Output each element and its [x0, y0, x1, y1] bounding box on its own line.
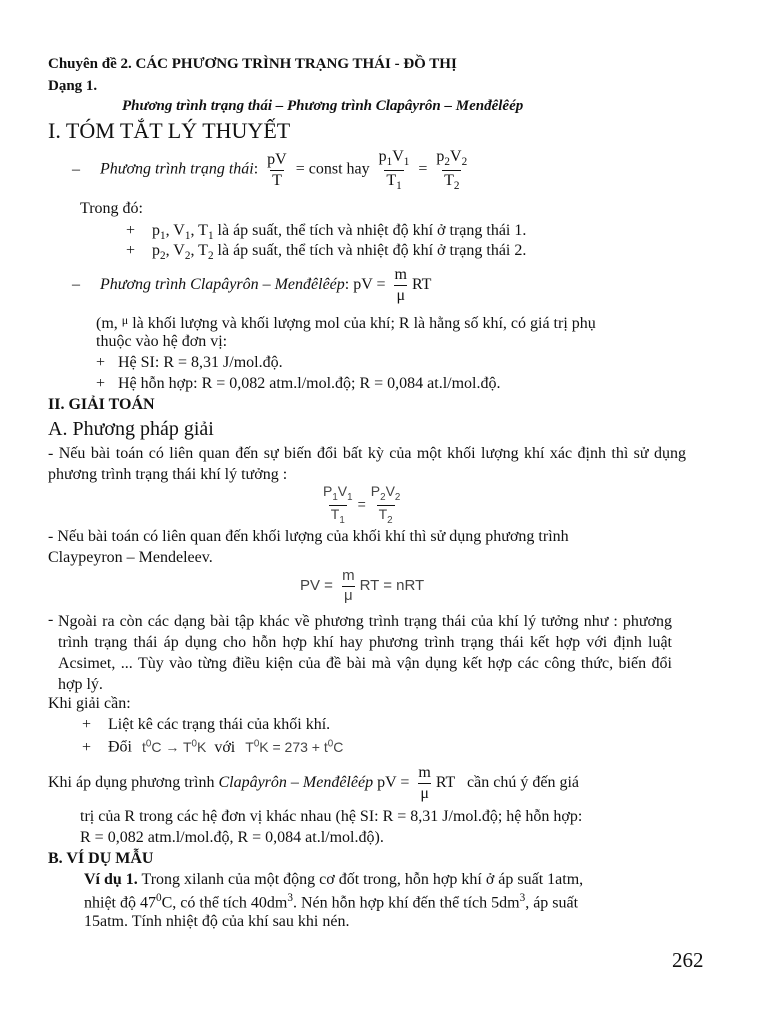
step-convert-temp: + Đổi $t^0C \to T^0K$ với $T^0K = 273 + t^0C$ [82, 738, 344, 756]
page-number: 262 [672, 948, 704, 972]
apply-clapeyron-line2: trị của R trong các hệ đơn vị khác nhau (hệ SI: R = 8,31 J/mol.độ; hệ hỗn hợp: [80, 808, 583, 825]
state2-description: + $p_2$, $V_2$, $T_2$ là áp suất, thể tích và nhiệt độ khí ở trạng thái 2. [126, 242, 527, 263]
paragraph-ideal-gas: - Nếu bài toán có liên quan đến sự biến đổi bất kỳ của một khối lượng khí xác định thì sử dụng phương trình trạng thái khí lý tưởng : [48, 445, 686, 483]
formula-clapeyron: PV = $\frac{m}{\mu}$ RT = nRT [300, 567, 425, 604]
example-1-line2: nhiệt độ $47^0C$, có thể tích $40dm^3$. Nén hỗn hợp khí đến thể tích $5dm^3$, áp suất [84, 892, 579, 912]
trong-do-label: Trong đó: [80, 200, 143, 217]
si-unit-line: + Hệ SI: R = 8,31 J/mol.độ. [96, 354, 283, 371]
fraction-pv-t: $\frac{pV}{T}$ [267, 150, 287, 189]
fraction-p1v1-t1: $\frac{p_1V_1}{T_1}$ [378, 148, 410, 192]
apply-clapeyron-line: Khi áp dụng phương trình Clapâyrôn – Menđêlêép pV = $\frac{m}{\mu}$ RT cần chú ý đến giá [48, 764, 579, 802]
state1-description: + $p_1$, $V_1$, $T_1$ là áp suất, thể tích và nhiệt độ khí ở trạng thái 1. [126, 222, 527, 243]
fraction-m-mu: $\frac{m}{\mu}$ [394, 266, 407, 304]
clapeyron-note-line2: thuộc vào hệ đơn vị: [96, 333, 228, 350]
method-heading: A. Phương pháp giải [48, 418, 214, 440]
example-1-line3: 15atm. Tính nhiệt độ của khí sau khi nén. [84, 913, 350, 930]
state-equation-line: – Phương trình trạng thái: $\frac{pV}{T}$ = const hay $\frac{p_1V_1}{T_1}$ = $\frac{p_2V_2}{T_2}$ [72, 148, 468, 192]
formula-ideal-gas: $\frac{P_1V_1}{T_1}$ = $\frac{P_2V_2}{T_2}$ [323, 483, 401, 526]
dash-bullet: - [48, 611, 54, 628]
apply-clapeyron-line3: R = 0,082 atm.l/mol.độ, R = 0,084 at.l/mol.độ). [80, 829, 384, 846]
topic-title: Chuyên đề 2. CÁC PHƯƠNG TRÌNH TRẠNG THÁI - ĐỒ THỊ [48, 56, 457, 72]
step-list-states: + Liệt kê các trạng thái của khối khí. [82, 716, 331, 733]
subtitle: Phương trình trạng thái – Phương trình Clapâyrôn – Menđêlêép [122, 98, 524, 114]
fraction-p2v2-t2: $\frac{p_2V_2}{T_2}$ [436, 148, 468, 192]
examples-heading: B. VÍ DỤ MẪU [48, 850, 154, 867]
example-1-line1: Ví dụ 1. Trong xilanh của một động cơ đốt trong, hỗn hợp khí ở áp suất 1atm, [84, 871, 584, 888]
clapeyron-label: Phương trình Clapâyrôn – Menđêlêép [100, 275, 345, 293]
section-heading-theory: I. TÓM TẮT LÝ THUYẾT [48, 118, 291, 143]
paragraph-clapeyron-a: - Nếu bài toán có liên quan đến khối lượng của khối khí thì sử dụng phương trình [48, 528, 569, 545]
when-solving-label: Khi giải cần: [48, 695, 131, 712]
clapeyron-note-line1: (m, $^\mu$ là khối lượng và khối lượng mol của khí; R là hằng số khí, có giá trị phụ [96, 313, 596, 332]
state-equation-label: Phương trình trạng thái [100, 160, 254, 178]
clapeyron-equation-line: – Phương trình Clapâyrôn – Menđêlêép: pV = $\frac{m}{\mu}$ RT [72, 266, 432, 304]
paragraph-clapeyron-b: Claypeyron – Mendeleev. [48, 549, 213, 566]
paragraph-other-forms: Ngoài ra còn các dạng bài tập khác về phương trình trạng thái của khí lý tưởng như : phương trình trạng thái áp dụng cho hỗn hợp khí hay phương trình trạng thái kết hợp với định luật Acsimet, ... Tùy vào từng điều kiện của đề bài mà vận dụng kết hợp các công thức, biến đổi hợp lý. [58, 613, 672, 693]
type-label: Dạng 1. [48, 78, 98, 94]
mixed-unit-line: + Hệ hỗn hợp: R = 0,082 atm.l/mol.độ; R = 0,084 at.l/mol.độ. [96, 375, 501, 392]
section-heading-solve: II. GIẢI TOÁN [48, 396, 155, 413]
